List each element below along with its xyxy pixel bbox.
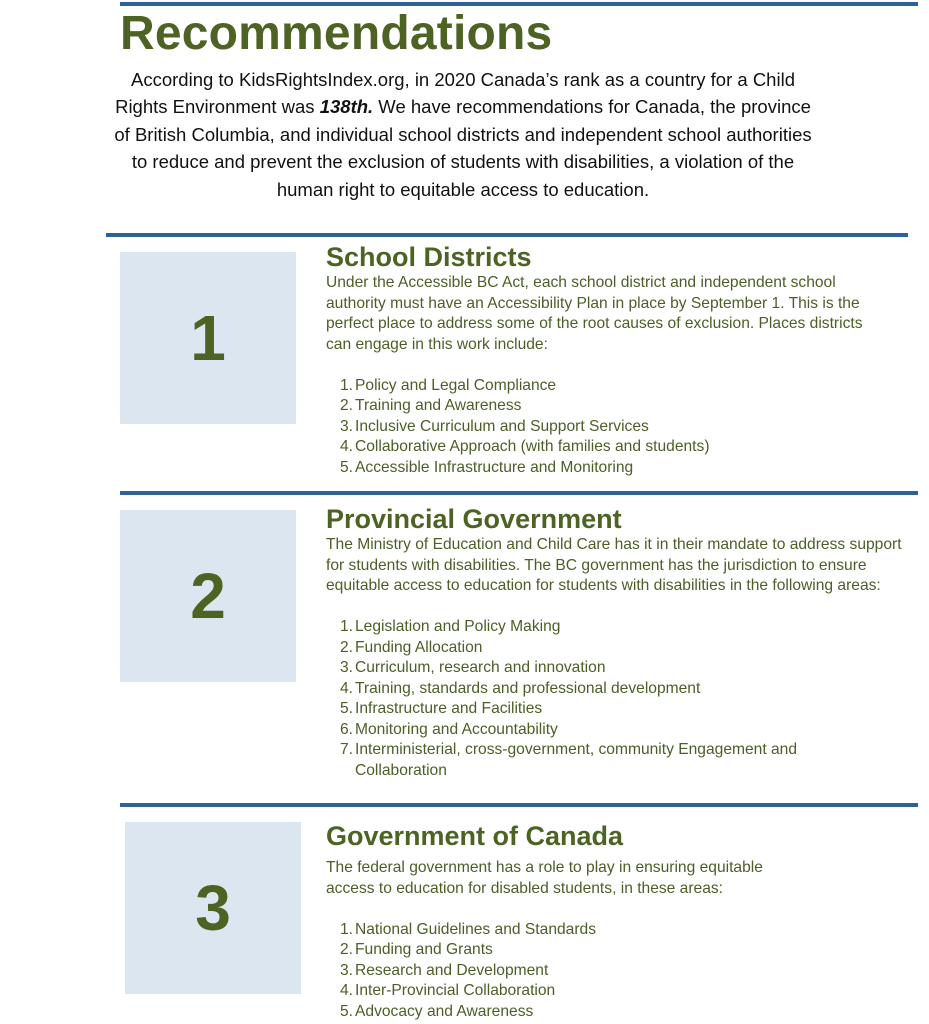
- list-item: [326, 720, 836, 741]
- list-item-text: Collaborative Approach (with families and students): [355, 438, 710, 455]
- list-item-number: 6.: [339, 720, 353, 738]
- list-item: [326, 617, 836, 638]
- list-item-text: National Guidelines and Standards: [355, 920, 596, 938]
- list-item-text: Inter-Provincial Collaboration: [355, 982, 556, 999]
- section-government-of-canada: [326, 820, 806, 1022]
- list-item-number: 2.: [339, 941, 353, 958]
- list-item: [326, 981, 806, 1002]
- list-item-number: 3.: [339, 417, 353, 435]
- section-divider: [120, 491, 918, 495]
- list-item-number: 4.: [339, 438, 353, 455]
- list-item-number: 5.: [339, 1002, 353, 1020]
- list-item-number: 1.: [339, 920, 353, 938]
- section-number-box: 3: [125, 822, 301, 994]
- intro-text-start: According to KidsRightsIndex.org, in 2020 Canada’s rank as a country for a Child Rights Environment was: [115, 69, 795, 118]
- list-item-text: Advocacy and Awareness: [355, 1002, 534, 1020]
- list-item-text: Interministerial, cross-government, community Engagement and Collaboration: [355, 741, 798, 779]
- list-item-text: Legislation and Policy Making: [355, 618, 561, 635]
- list-item-text: Infrastructure and Facilities: [355, 700, 543, 717]
- list-item-text: Monitoring and Accountability: [355, 720, 558, 738]
- section-title: School Districts: [326, 242, 532, 272]
- section-school-districts: [326, 241, 866, 478]
- list-item-text: Training, standards and professional development: [355, 679, 701, 697]
- list-item: [326, 940, 806, 961]
- list-item: [326, 458, 866, 479]
- list-item: [326, 920, 806, 941]
- list-item: [326, 699, 836, 720]
- list-item-number: 2.: [339, 638, 353, 656]
- list-item-number: 1.: [339, 376, 353, 394]
- list-item-text: Policy and Legal Compliance: [355, 376, 557, 394]
- section-list: [326, 376, 866, 479]
- section-list: [326, 617, 836, 781]
- section-list: [326, 920, 806, 1023]
- intro-paragraph: [108, 66, 818, 203]
- section-title: Provincial Government: [326, 504, 622, 534]
- list-item-number: 3.: [339, 659, 353, 676]
- list-item-text: Funding and Grants: [355, 941, 493, 958]
- section-title: Government of Canada: [326, 821, 624, 851]
- section-body: The federal government has a role to play in ensuring equitable access to education for disabled students, in these areas:: [326, 859, 763, 897]
- list-item-number: 5.: [339, 458, 353, 476]
- list-item: [326, 961, 806, 982]
- list-item: [326, 1002, 806, 1023]
- section-divider: [120, 803, 918, 807]
- list-item: [326, 638, 836, 659]
- list-item-text: Funding Allocation: [355, 638, 483, 656]
- list-item-number: 5.: [339, 700, 353, 717]
- list-item-number: 7.: [339, 741, 353, 758]
- list-item-text: Accessible Infrastructure and Monitoring: [355, 458, 634, 476]
- section-number-box: 2: [120, 510, 296, 682]
- list-item: [326, 679, 836, 700]
- list-item: [326, 740, 836, 781]
- section-provincial-government: [326, 503, 916, 781]
- list-item-number: 1.: [339, 618, 353, 635]
- list-item-number: 3.: [339, 961, 353, 979]
- intro-rank: 138th.: [319, 96, 374, 118]
- page-title: Recommendations: [120, 7, 553, 60]
- list-item-number: 4.: [339, 679, 353, 697]
- list-item-text: Training and Awareness: [355, 397, 522, 414]
- section-body: Under the Accessible BC Act, each school district and independent school authority must have an Accessibility Plan in place by September 1. This is the perfect place to address some of the root causes of exclusion. Places districts can engage in this work include:: [326, 274, 863, 353]
- section-body: The Ministry of Education and Child Care has it in their mandate to address support for students with disabilities. The BC government has the jurisdiction to ensure equitable access to education for students with disabilities in the following areas:: [326, 536, 902, 594]
- intro-text-end: We have recommendations for Canada, the province of British Columbia, and individual school districts and independent school authorities to reduce and prevent the exclusion of students with disabilities, a violation of the human right to equitable access to education.: [114, 96, 812, 200]
- list-item: [326, 658, 836, 679]
- list-item: [326, 376, 866, 397]
- list-item-text: Inclusive Curriculum and Support Services: [355, 417, 649, 435]
- section-divider: [106, 233, 908, 237]
- list-item: [326, 417, 866, 438]
- list-item: [326, 396, 866, 417]
- section-number-box: 1: [120, 252, 296, 424]
- list-item-text: Research and Development: [355, 961, 549, 979]
- list-item-text: Curriculum, research and innovation: [355, 659, 606, 676]
- list-item: [326, 437, 866, 458]
- list-item-number: 2.: [339, 397, 353, 414]
- list-item-number: 4.: [339, 982, 353, 999]
